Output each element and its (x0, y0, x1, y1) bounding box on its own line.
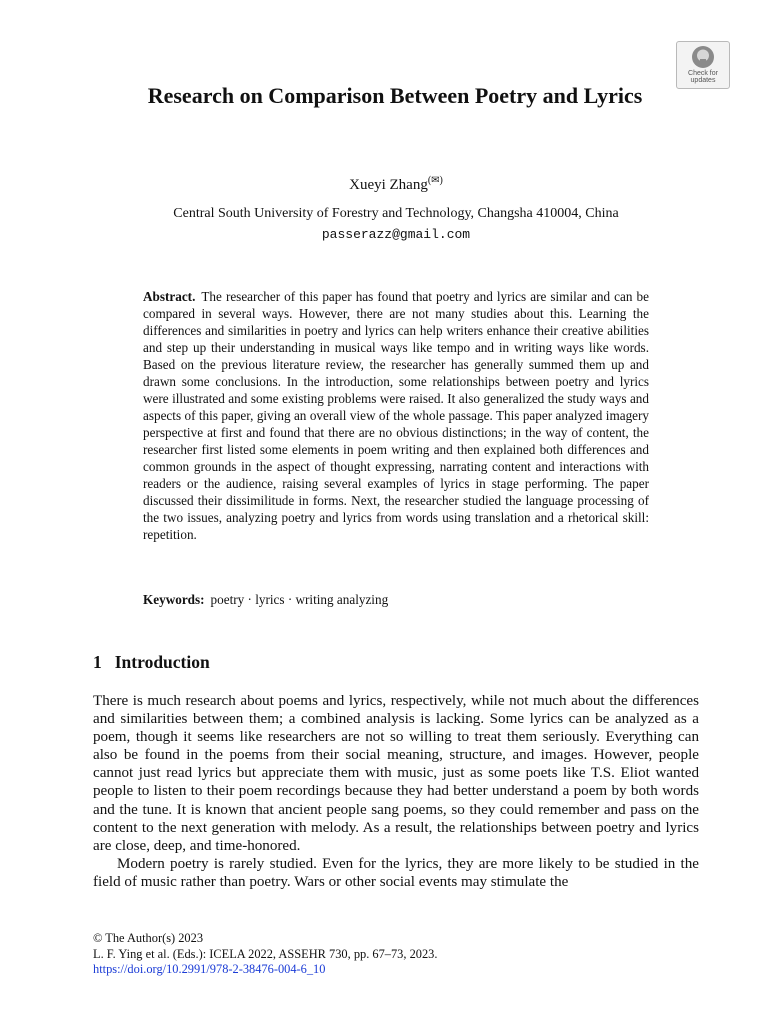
check-for-updates-badge[interactable] (676, 41, 730, 89)
author-name: Xueyi Zhang (349, 177, 428, 193)
footer (93, 931, 437, 978)
body-text (93, 692, 699, 891)
affiliation: Central South University of Forestry and Technology, Changsha 410004, China (173, 206, 619, 221)
author (0, 172, 768, 194)
abstract-label: Abstract. (143, 289, 196, 304)
keywords-label: Keywords: (143, 592, 205, 607)
paper-title: Research on Comparison Between Poetry and Lyrics (147, 83, 643, 108)
abstract-text: The researcher of this paper has found that poetry and lyrics are similar and can be compared in several ways. However, there are not many studies about this. Learning the differences and similarities in poetry and lyrics can help writers enhance their creative abilities and step up their understanding in musical ways like tempo and in writing ways like words. Based on the previous literature review, the researcher has generally summed them up and drawn some conclusions. In the introduction, some relationships between poetry and lyrics were illustrated and some existing problems were raised. It also generalized the study ways and aspects of this paper, giving an overall view of the whole passage. This paper analyzed imagery perspective at first and found that there are no obvious distinctions; in the way of content, the researcher first listed some elements in poem writing and then explained both differences and common grounds in the aspect of thought expressing, narrating content and interactions with readers or the audience, raising several examples of lyrics in stage performing. The paper discussed their dissimilitude in forms. Next, the researcher studied the language processing of the two issues, analyzing poetry and lyrics from words using translation and a rhetorical skill: repetition. (143, 289, 649, 542)
abstract (143, 288, 649, 543)
copyright: © The Author(s) 2023 (93, 931, 204, 945)
section-title: Introduction (114, 652, 210, 672)
paragraph: There is much research about poems and lyrics, respectively, while not much about the differences and similarities between them; a combined analysis is lacking. Some lyrics can be analyzed as a poem, though it seems like researchers are not so willing to treat them seriously. Everything can also be found in the poems from their social meaning, structure, and images. However, people cannot just read lyrics but appreciate them with music, just as some poets like T.S. Eliot wanted people to listen to their poem recordings because they had better understand a poem by both words and the tune. It is known that ancient people sang poems, so they could remember and pass on the content to the next generation with melody. As a result, the relationships between poetry and lyrics are close, deep, and time-honored. (93, 693, 699, 854)
keywords (143, 591, 649, 608)
citation: L. F. Ying et al. (Eds.): ICELA 2022, ASSEHR 730, pp. 67–73, 2023. (93, 946, 438, 961)
check-for-updates-icon (691, 45, 715, 69)
keywords-text: poetry · lyrics · writing analyzing (210, 592, 389, 607)
section-number: 1 (93, 652, 102, 672)
doi-link[interactable]: https://doi.org/10.2991/978-2-38476-004-6_10 (93, 962, 326, 976)
badge-label: Check for updates (688, 70, 718, 84)
section-heading (93, 652, 210, 673)
paragraph: Modern poetry is rarely studied. Even for the lyrics, they are more likely to be studied in the field of music rather than poetry. Wars or other social events may stimulate the (93, 855, 699, 890)
email-mark[interactable]: (✉) (427, 175, 443, 186)
author-email[interactable]: passerazz@gmail.com (321, 227, 471, 242)
